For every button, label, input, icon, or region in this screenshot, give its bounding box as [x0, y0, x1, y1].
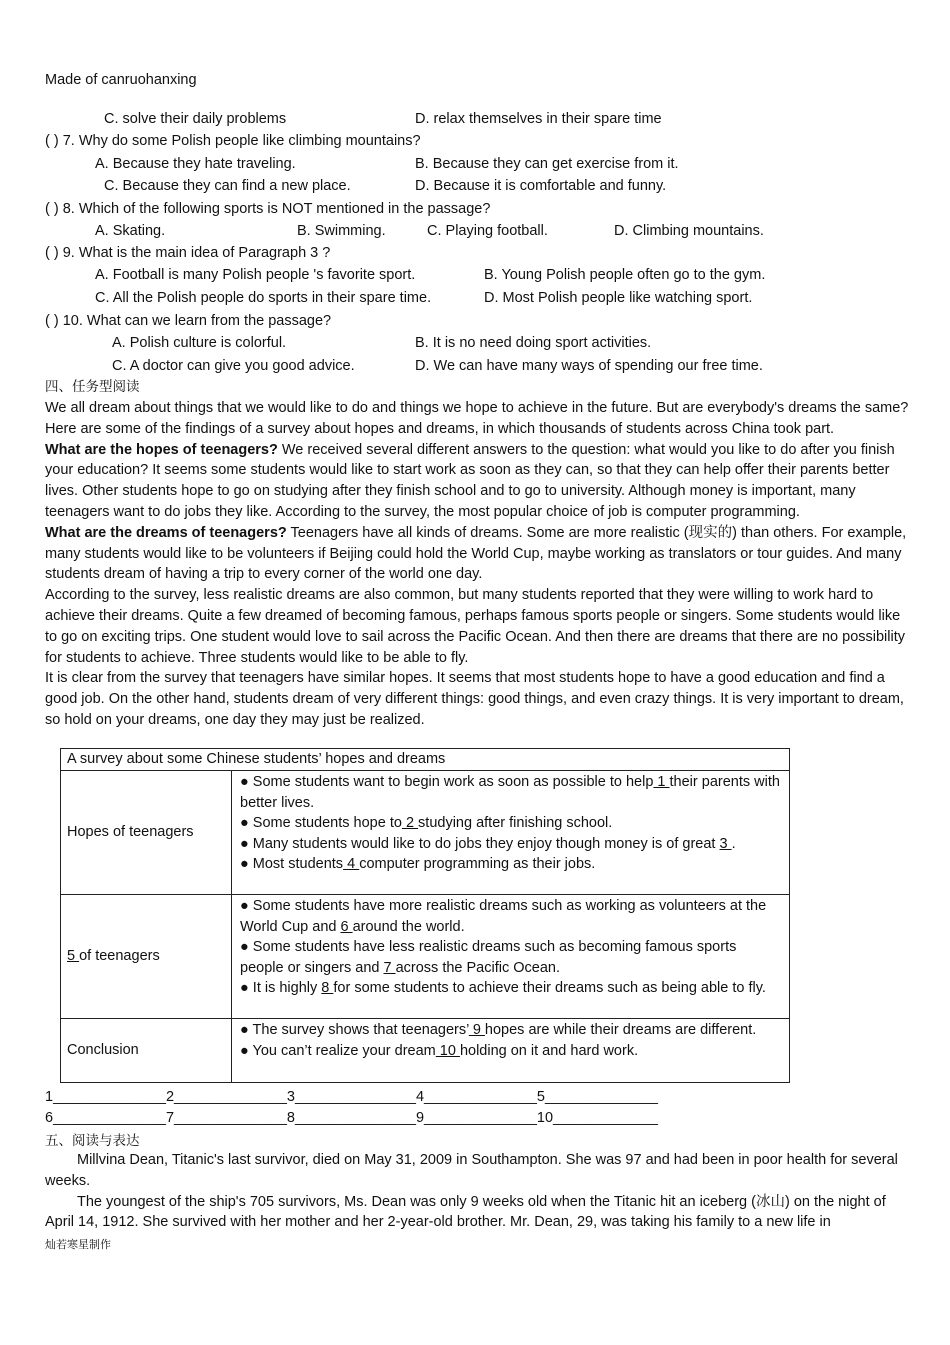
- q9-option-c: C. All the Polish people do sports in their spare time.: [95, 290, 432, 306]
- q7-option-d: D. Because it is comfortable and funny.: [415, 178, 667, 194]
- q10-option-c: C. A doctor can give you good advice.: [112, 358, 355, 374]
- passage-paragraph: According to the survey, less realistic dreams are also common, but many students reported that they were willing to work hard to achieve their dreams. Quite a few dreamed of becoming famous, perhaps famous sports people or singers. Some students would like to go on exciting trips. One student would love to sail across the Pacific Ocean. And then there are dreams that there are no possibility for students to achieve. Three students would like to be able to fly.: [45, 587, 906, 666]
- paragraph-heading: What are the hopes of teenagers?: [45, 441, 278, 458]
- passage-paragraph: The youngest of the ship's 705 survivors, Ms. Dean was only 9 weeks old when the Titanic hit an iceberg (冰山) on the night of April 14, 1912. She survived with her mother and her 2-year-old brother. Mr. Dean, 29, was taking his family to a new life in: [45, 1193, 886, 1231]
- question-10: ( ) 10. What can we learn from the passage?: [45, 313, 332, 329]
- q7-option-c: C. Because they can find a new place.: [104, 178, 351, 194]
- passage-paragraph: What are the hopes of teenagers? We received several different answers to the question: what would you like to do after you finish your education? It seems some students would like to start work as soon as they can, so that they can help offer their parents better lives. Other students hope to go on studying after they finish school and to go to university. Although money is important, many teenagers want to do jobs they like. According to the survey, the most popular choice of job is computer programming.: [45, 441, 895, 520]
- q6-option-c: C. solve their daily problems: [104, 111, 287, 127]
- section-5-title: 五、阅读与表达: [45, 1133, 140, 1149]
- q10-option-d: D. We can have many ways of spending our free time.: [415, 358, 763, 374]
- blank-9[interactable]: 9: [468, 1022, 485, 1038]
- conclusion-cell: ● The survey shows that teenagers’ 9 hopes are while their dreams are different. ● You can’t realize your dream 10 holding on it and hard work.: [232, 1019, 790, 1083]
- question-7: ( ) 7. Why do some Polish people like climbing mountains?: [45, 133, 421, 149]
- blank-3[interactable]: 3: [719, 835, 732, 852]
- q10-option-b: B. It is no need doing sport activities.: [415, 335, 652, 351]
- blank-6[interactable]: 6: [340, 918, 353, 935]
- survey-table-title: A survey about some Chinese students’ hopes and dreams: [61, 749, 790, 771]
- section-5-passage: [45, 1150, 915, 1233]
- survey-table: [60, 748, 790, 1083]
- q9-option-d: D. Most Polish people like watching sport.: [484, 290, 753, 306]
- paragraph-heading: What are the dreams of teenagers?: [45, 524, 287, 541]
- q7-option-a: A. Because they hate traveling.: [95, 156, 296, 172]
- dreams-cell: ● Some students have more realistic dreams such as working as volunteers at the World Cup and 6 around the world. ● Some students have less realistic dreams such as becoming famous sports people or singers and 7 across the Pacific Ocean. ● It is highly 8 for some students to achieve their dreams such as being able to fly.: [232, 895, 790, 1019]
- q9-option-b: B. Young Polish people often go to the gym.: [484, 267, 766, 283]
- q9-option-a: A. Football is many Polish people 's favorite sport.: [95, 267, 416, 283]
- q6-option-d: D. relax themselves in their spare time: [415, 111, 662, 127]
- page-footer: 灿若寒星制作: [45, 1238, 111, 1251]
- blank-7[interactable]: 7: [383, 959, 396, 976]
- section-4-passage: [45, 398, 915, 731]
- question-9: ( ) 9. What is the main idea of Paragraph 3 ?: [45, 245, 331, 261]
- answer-line-1[interactable]: 1______________2______________3_______________4______________5______________: [45, 1089, 658, 1105]
- passage-paragraph: It is clear from the survey that teenagers have similar hopes. It seems that most students hope to have a good education and find a good job. On the other hand, students dream of very different things: good things, and even crazy things. It is very important to dream, so hold on your dreams, one day they may just be realized.: [45, 670, 904, 728]
- passage-paragraph: We all dream about things that we would like to do and things we hope to achieve in the future. But are everybody's dreams the same? Here are some of the findings of a survey about hopes and dreams, in which thousands of students across China took part.: [45, 400, 909, 437]
- section-4-title: 四、任务型阅读: [45, 379, 140, 395]
- blank-5[interactable]: 5: [67, 948, 80, 965]
- blank-1[interactable]: 1: [653, 774, 670, 790]
- blank-8[interactable]: 8: [321, 980, 334, 997]
- q8-option-a: A. Skating.: [95, 223, 166, 239]
- row-label-conclusion: Conclusion: [61, 1019, 232, 1083]
- q10-option-a: A. Polish culture is colorful.: [112, 335, 287, 351]
- q8-option-d: D. Climbing mountains.: [614, 223, 764, 239]
- blank-4[interactable]: 4: [343, 856, 360, 873]
- hopes-cell: ● Some students want to begin work as soon as possible to help 1 their parents with better lives. ● Some students hope to 2 studying after finishing school. ● Many students would like to do jobs they enjoy though money is of great 3 . ● Most students 4 computer programming as their jobs.: [232, 771, 790, 895]
- passage-paragraph: What are the dreams of teenagers? Teenagers have all kinds of dreams. Some are more realistic (现实的) than others. For example, many students would like to be volunteers if Beijing could hold the World Cup, maybe working as translators or tour guides. And many students dream of having a trip to every corner of the world one day.: [45, 524, 907, 583]
- answer-line-2[interactable]: 6______________7______________8_______________9______________10_____________: [45, 1110, 658, 1126]
- page-header: Made of canruohanxing: [45, 72, 197, 88]
- q7-option-b: B. Because they can get exercise from it.: [415, 156, 679, 172]
- row-label-hopes: Hopes of teenagers: [61, 771, 232, 895]
- row-label-dreams: 5 of teenagers: [61, 895, 232, 1019]
- blank-2[interactable]: 2: [401, 815, 419, 832]
- q8-option-c: C. Playing football.: [427, 223, 548, 239]
- question-8: ( ) 8. Which of the following sports is NOT mentioned in the passage?: [45, 201, 491, 217]
- passage-paragraph: Millvina Dean, Titanic's last survivor, died on May 31, 2009 in Southampton. She was 97 and had been in poor health for several weeks.: [45, 1152, 898, 1189]
- q8-option-b: B. Swimming.: [297, 223, 386, 239]
- blank-10[interactable]: 10: [435, 1042, 460, 1059]
